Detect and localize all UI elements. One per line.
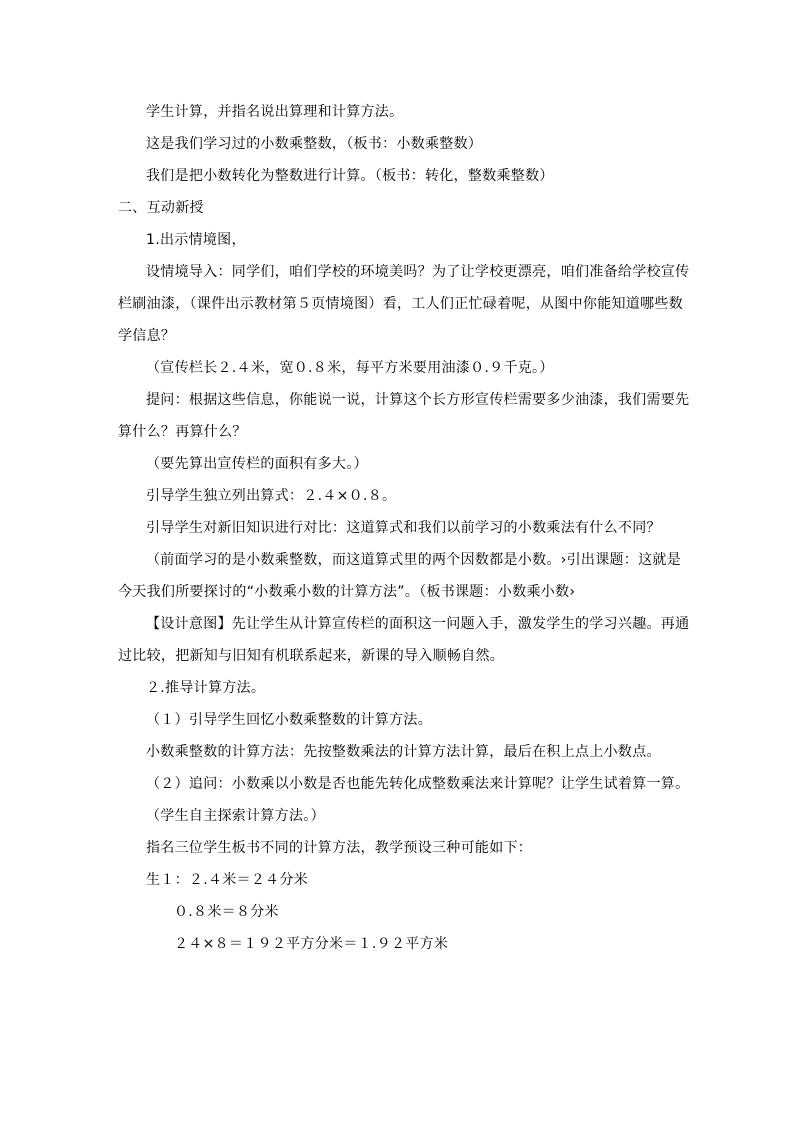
text-line-12: （要先算出宣传栏的面积有多大。） bbox=[146, 456, 368, 472]
text-line-13: 引导学生独立列出算式：２.４×０.８。 bbox=[146, 488, 397, 504]
text-line-27: ２４×８＝１９２平方分米＝１.９２平方米 bbox=[174, 936, 449, 952]
text-line-1: 学生计算，并指名说出算理和计算方法。 bbox=[146, 104, 404, 120]
text-line-21: 小数乘整数的计算方法：先按整数乘法的计算方法计算，最后在积上点上小数点。 bbox=[146, 744, 661, 760]
text-line-17: 【设计意图】先让学生从计算宣传栏的面积这一问题入手，激发学生的学习兴趣。再通 bbox=[146, 616, 690, 632]
text-line-11: 算什么？再算什么？ bbox=[118, 424, 247, 440]
text-line-23: （学生自主探索计算方法。） bbox=[146, 808, 325, 824]
text-line-25: 生１：２.４米＝２４分米 bbox=[146, 872, 309, 888]
text-line-19: ２.推导计算方法。 bbox=[146, 680, 266, 696]
text-line-24: 指名三位学生板书不同的计算方法，教学预设三种可能如下： bbox=[146, 840, 533, 856]
text-line-10: 提问：根据这些信息，你能说一说，计算这个长方形宣传栏需要多少油漆，我们需要先 bbox=[146, 392, 690, 408]
text-line-26: ０.８米＝８分米 bbox=[174, 904, 279, 920]
text-line-8: 学信息？ bbox=[118, 328, 176, 344]
text-line-6: 设情境导入：同学们，咱们学校的环境美吗？为了让学校更漂亮，咱们准备给学校宣传 bbox=[146, 264, 690, 280]
text-line-14: 引导学生对新旧知识进行对比：这道算式和我们以前学习的小数乘法有什么不同？ bbox=[146, 520, 661, 536]
text-line-2: 这是我们学习过的小数乘整数，（板书：小数乘整数） bbox=[146, 136, 483, 152]
text-line-18: 过比较，把新知与旧知有机联系起来，新课的导入顺畅自然。 bbox=[118, 648, 505, 664]
text-line-5: 1.出示情境图， bbox=[146, 232, 246, 248]
text-line-15: （前面学习的是小数乘整数，而这道算式里的两个因数都是小数。›引出课题：这就是 bbox=[146, 552, 681, 568]
text-line-20: （１）引导学生回忆小数乘整数的计算方法。 bbox=[146, 712, 432, 728]
text-line-22: （２）追问：小数乘以小数是否也能先转化成整数乘法来计算呢？让学生试着算一算。 bbox=[146, 776, 690, 792]
text-line-3: 我们是把小数转化为整数进行计算。（板书：转化，整数乘整数） bbox=[146, 168, 554, 184]
section-heading: 二、互动新授 bbox=[118, 200, 204, 216]
text-line-7: 栏刷油漆，（课件出示教材第５页情境图）看，工人们正忙碌着呢，从图中你能知道哪些数 bbox=[118, 296, 683, 312]
text-line-9: （宣传栏长２.４米，宽０.８米，每平方米要用油漆０.９千克。） bbox=[146, 360, 554, 376]
text-line-16: 今天我们所要探讨的“小数乘小数的计算方法”。（板书课题：小数乘小数› bbox=[118, 584, 576, 600]
